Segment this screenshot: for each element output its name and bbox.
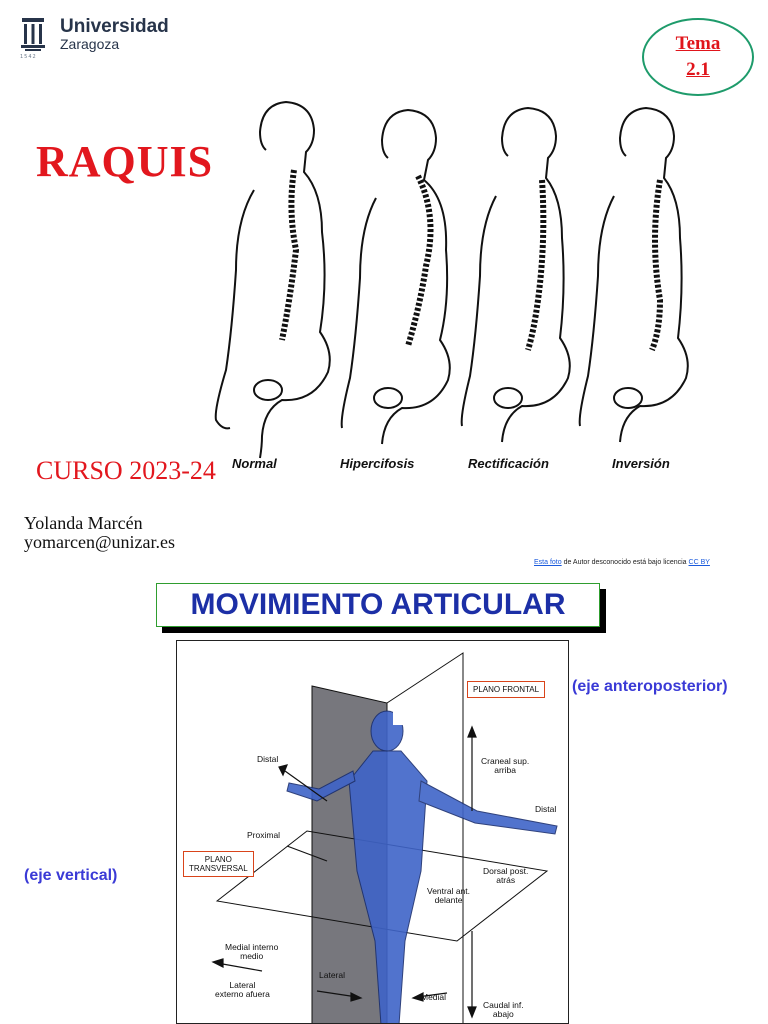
label-dorsal-line2: atrás — [496, 875, 516, 885]
plano-transversal-line1: PLANO — [204, 855, 232, 864]
spine-figure-hipercifosis — [342, 110, 450, 444]
label-ventral — [427, 887, 470, 905]
label-medial-interno-line1: Medial interno — [225, 942, 279, 952]
spine-label-hipercifosis: Hipercifosis — [340, 456, 415, 471]
spine-figure-rectificacion — [462, 108, 570, 442]
label-ventral-line1: Ventral ant. — [427, 886, 471, 896]
spine-figure-normal — [216, 102, 330, 458]
label-lateral: Lateral — [319, 970, 345, 980]
slide-title: RAQUIS — [36, 137, 214, 186]
logo-university-name: Universidad — [60, 16, 169, 37]
label-distal-left: Distal — [257, 754, 279, 764]
label-caudal — [483, 1001, 524, 1019]
course-year: CURSO 2023-24 — [36, 456, 216, 485]
credit-license-link[interactable]: CC BY — [688, 559, 710, 566]
logo-city-name: Zaragoza — [60, 36, 120, 52]
eje-vertical-label: (eje vertical) — [24, 867, 118, 884]
image-credit — [534, 559, 710, 566]
anatomical-planes-drawing — [177, 641, 569, 1024]
plano-transversal-line2: TRANSVERSAL — [189, 864, 248, 873]
university-crest-icon — [20, 16, 46, 52]
spine-posture-illustration — [148, 80, 746, 480]
label-craneal — [481, 757, 529, 775]
eje-anteroposterior-label: (eje anteroposterior) — [572, 678, 728, 695]
tema-label: Tema — [675, 33, 721, 54]
spine-figure-inversion — [580, 108, 688, 442]
label-caudal-line2: abajo — [492, 1009, 514, 1019]
spine-label-inversion: Inversión — [612, 456, 670, 471]
movimiento-articular-title — [156, 583, 600, 627]
university-logo — [20, 16, 170, 60]
credit-photo-link[interactable]: Esta foto — [534, 559, 562, 566]
label-medial: Medial — [421, 992, 447, 1002]
tema-number: 2.1 — [686, 59, 710, 80]
label-caudal-line1: Caudal inf. — [483, 1000, 524, 1010]
label-medial-interno — [225, 943, 278, 961]
movimiento-articular-text: MOVIMIENTO ARTICULAR — [190, 588, 566, 621]
label-craneal-line2: arriba — [494, 765, 516, 775]
plano-transversal-label — [183, 851, 254, 877]
credit-text: de Autor desconocido está bajo licencia — [561, 559, 689, 566]
logo-year: 1542 — [20, 54, 37, 60]
author-email: yomarcen@unizar.es — [24, 532, 176, 552]
author-block — [24, 514, 175, 552]
anatomical-planes-figure — [176, 640, 569, 1024]
label-medial-interno-line2: medio — [240, 951, 264, 961]
label-craneal-line1: Craneal sup. — [481, 756, 530, 766]
plano-frontal-label: PLANO FRONTAL — [467, 681, 545, 698]
label-ventral-line2: delante — [434, 895, 463, 905]
label-distal-right: Distal — [535, 804, 557, 814]
spine-label-rectificacion: Rectificación — [468, 456, 549, 471]
spine-label-normal: Normal — [232, 456, 277, 471]
label-lateral-externo-line1: Lateral — [229, 980, 256, 990]
label-lateral-externo-line2: externo afuera — [215, 989, 270, 999]
label-dorsal-line1: Dorsal post. — [483, 866, 529, 876]
label-proximal: Proximal — [247, 830, 281, 840]
label-dorsal — [483, 867, 528, 885]
author-name: Yolanda Marcén — [24, 513, 143, 533]
label-lateral-externo — [215, 981, 270, 999]
